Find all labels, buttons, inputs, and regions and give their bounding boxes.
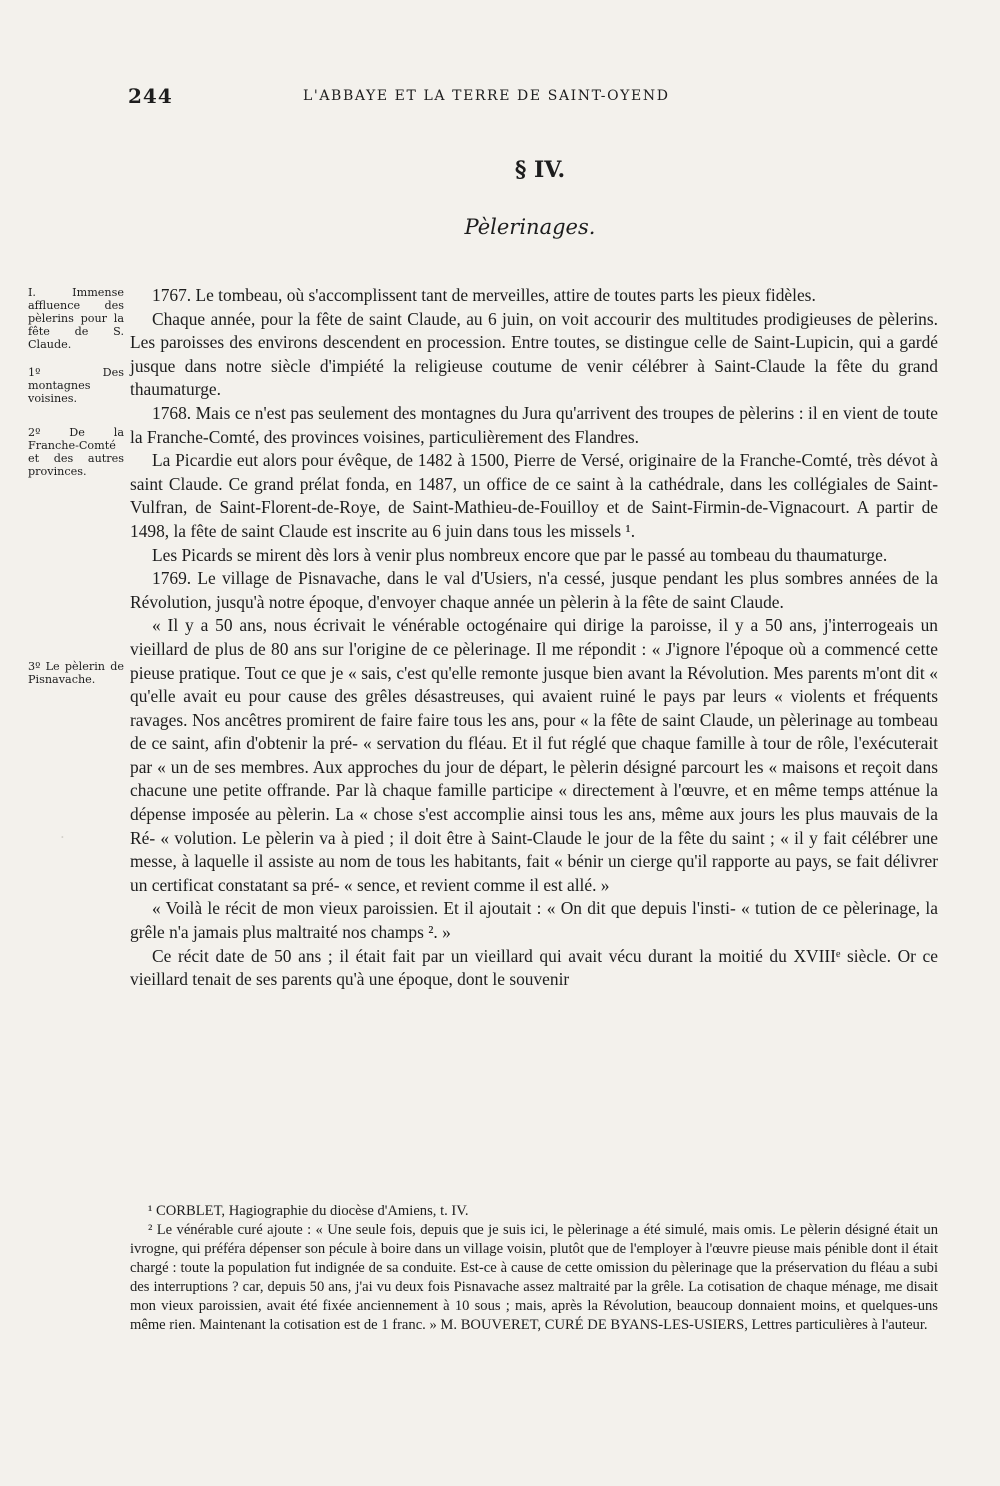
paragraph: Chaque année, pour la fête de saint Claude, au 6 juin, on voit accourir des multitudes prodigieuses de pèlerins. Les paroisses des environs descendent en procession. Entre toutes, se distingue celle de Saint-Lupicin, qui a gardé jusque dans notre siècle d'impiété la religieuse coutume de venir célébrer à Saint-Claude la fête du grand thaumaturge. [130,308,938,400]
page-number: 244 [128,84,173,108]
paragraph: 1769. Le village de Pisnavache, dans le val d'Usiers, n'a cessé, jusque pendant les plus sombres années de la Révolution, jusqu'à notre époque, d'envoyer chaque année un pèlerin à la fête de saint Claude. [130,568,938,612]
paragraph: La Picardie eut alors pour évêque, de 1482 à 1500, Pierre de Versé, originaire de la Franche-Comté, très dévot à saint Claude. Ce grand prélat fonda, en 1487, un office de ce saint à la cathédrale, dans les collégiales de Saint-Vulfran, de Saint-Florent-de-Roye, de Saint-Mathieu-de-Fouilloy et de Saint-Firmin-de-Vignacourt. A partir de 1498, la fête de saint Claude est inscrite au 6 juin dans tous les missels ¹. [130,450,938,541]
margin-note: 3º Le pèlerin de Pisnavache. [28,660,124,686]
paragraph: Les Picards se mirent dès lors à venir plus nombreux encore que par le passé au tombeau du thaumaturge. [152,544,888,565]
page-header [128,84,938,114]
footnote: ¹ CORBLET, Hagiographie du diocèse d'Amiens, t. IV. [148,1203,469,1219]
margin-note: 1º Des montagnes voisines. [28,366,124,405]
footnotes [130,1202,938,1335]
margin-note: I. Immense affluence des pèlerins pour la fête de S. Claude. [28,286,124,351]
main-text [130,284,938,992]
paragraph: Ce récit date de 50 ans ; il était fait par un vieillard qui avait vécu durant la moitié du XVIIIᵉ siècle. Or ce vieillard tenait de ses parents qu'à une époque, dont le souvenir [130,945,938,990]
paragraph: 1767. Le tombeau, où s'accomplissent tant de merveilles, attire de toutes parts les pieux fidèles. [152,285,816,305]
paragraph: 1768. Mais ce n'est pas seulement des montagnes du Jura qu'arrivent des troupes de pèlerins : il en vient de toute la Franche-Comté, des provinces voisines, particulièrement des Flandres. [130,402,938,447]
section-mark: § IV. [514,157,566,183]
paragraph: « Il y a 50 ans, nous écrivait le vénérable octogénaire qui dirige la paroisse, il y a 50 ans, j'interrogeais un vieillard de plus de 80 ans sur l'origine de ce pèlerinage. Il me répondit : « J'ignore l'époque où a commencé cette pieuse pratique. Tout ce que je « sais, c'est qu'elle remonte jusque bien avant la Révolution. Mes parents m'ont dit « qu'elle avait eu pour cause des grêles désastreuses, qui avaient ruiné le pays par leurs « violents et fréquents ravages. Nos ancêtres promirent de faire faire tous les ans, pour « la fête de saint Claude, un pèlerinage au tombeau de ce saint, afin d'obtenir la pré- « servation du fléau. Et il fut réglé que chaque famille à tour de rôle, l'exécuterait par « un de ses membres. Aux approches du jour de départ, le pèlerin désigné parcourt les « maisons et reçoit dans chacune une petite offrande. Par là chaque famille participe « directement à l'œuvre, et en même temps atténue la dépense imposée au pèlerin. La « chose s'est accomplie ainsi tous les ans, même aux jours les plus mauvais de la Ré- « volution. Le pèlerin va à pied ; il doit être à Saint-Claude le jour de la fête du saint ; « il y fait célébrer une messe, à laquelle il assiste au nom de tous les habitants, fait « bénir un cierge qu'il rapporte au pays, se fait délivrer un certificat constatant sa pré- « sence, et revient comme il est allé. » [130,615,938,895]
margin-note: 2º De la Franche-Comté et des autres provinces. [28,426,124,478]
section-title: Pèlerinages. [464,215,596,239]
bleed-through-mark: · [60,828,65,846]
paragraph: « Voilà le récit de mon vieux paroissien. Et il ajoutait : « On dit que depuis l'insti- « tution de ce pèlerinage, la grêle n'a jamais plus maltraité nos champs ². » [130,898,938,943]
running-title: L'ABBAYE ET LA TERRE DE SAINT-OYEND [303,88,670,104]
footnote: ² Le vénérable curé ajoute : « Une seule fois, depuis que je suis ici, le pèlerinage a été simulé, mais omis. Le pèlerin désigné était un ivrogne, qui préféra dépenser son pécule à boire dans un village voisin, plutôt que de l'employer à l'œuvre pieuse mais pénible dont il était chargé : toute la population fut indignée de sa conduite. Est-ce à cause de cette omission du pèlerinage que la préservation du fléau a subi des interruptions ? car, depuis 50 ans, j'ai vu deux fois Pisnavache assez maltraité par la grêle. La cotisation de chaque ménage, me disait mon vieux paroissien, avait été fixée anciennement à 10 sous ; mais, après la Révolution, beaucoup donnaient moins, et quelques-uns même rien. Maintenant la cotisation est de 1 franc. » M. BOUVERET, CURÉ DE BYANS-LES-USIERS, Lettres particulières à l'auteur. [130,1222,938,1333]
